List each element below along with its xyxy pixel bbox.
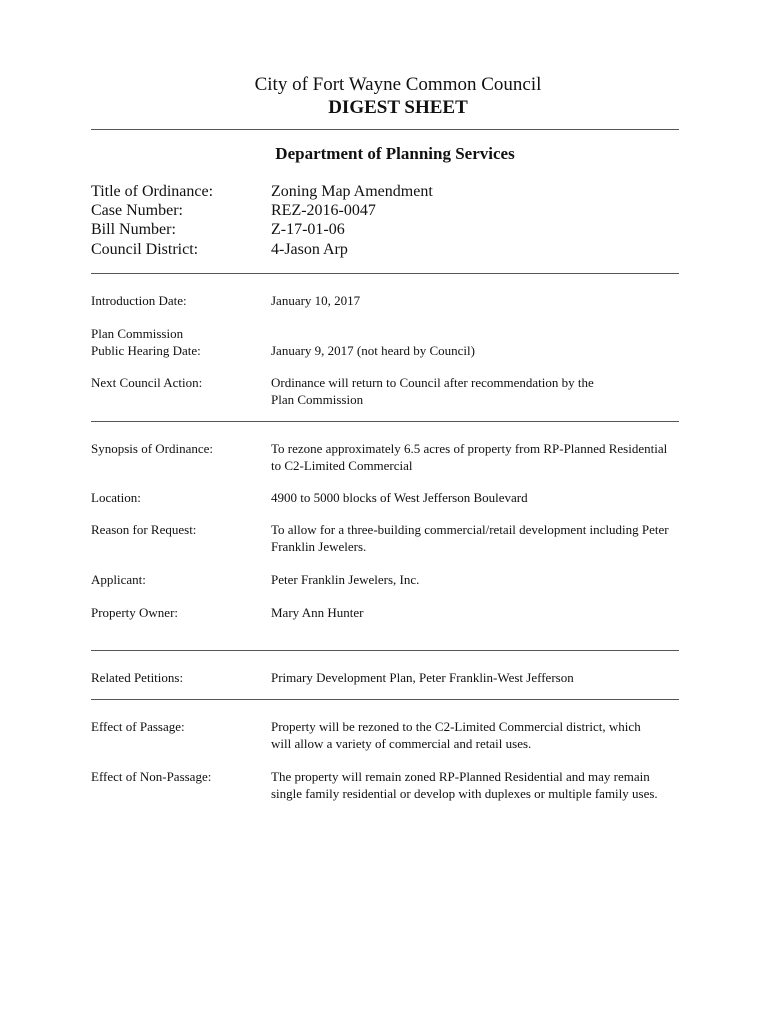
council-district-value: 4-Jason Arp <box>271 241 348 258</box>
council-title: City of Fort Wayne Common Council <box>254 74 542 95</box>
case-number-value: REZ-2016-0047 <box>271 202 376 219</box>
related-petitions-label: Related Petitions: <box>91 670 184 685</box>
title-of-ordinance-label: Title of Ordinance: <box>91 183 214 200</box>
reason-label: Reason for Request: <box>91 522 197 537</box>
related-petitions-value: Primary Development Plan, Peter Franklin-West Jefferson <box>271 670 574 685</box>
introduction-date-label: Introduction Date: <box>91 293 187 308</box>
property-owner-value: Mary Ann Hunter <box>271 605 364 620</box>
effect-of-passage-label: Effect of Passage: <box>91 719 185 734</box>
digest-sheet-heading: DIGEST SHEET <box>328 97 468 118</box>
divider <box>91 699 679 700</box>
synopsis-label: Synopsis of Ordinance: <box>91 441 214 456</box>
location-value: 4900 to 5000 blocks of West Jefferson Boulevard <box>271 490 528 505</box>
next-council-action-line2: Plan Commission <box>271 392 364 407</box>
introduction-date-value: January 10, 2017 <box>271 293 361 308</box>
reason-line2: Franklin Jewelers. <box>271 539 367 554</box>
plan-commission-label: Plan Commission <box>91 326 184 341</box>
bill-number-label: Bill Number: <box>91 221 176 238</box>
synopsis-line1: To rezone approximately 6.5 acres of property from RP-Planned Residential <box>271 441 668 456</box>
effect-of-non-passage-line2: single family residential or develop with duplexes or multiple family uses. <box>271 786 658 801</box>
case-number-label: Case Number: <box>91 202 183 219</box>
bill-number-value: Z-17-01-06 <box>271 221 345 238</box>
location-label: Location: <box>91 490 141 505</box>
divider <box>91 129 679 130</box>
public-hearing-date-value: January 9, 2017 (not heard by Council) <box>271 343 475 358</box>
effect-of-passage-line2: will allow a variety of commercial and retail uses. <box>271 736 532 751</box>
effect-of-passage-line1: Property will be rezoned to the C2-Limited Commercial district, which <box>271 719 641 734</box>
next-council-action-line1: Ordinance will return to Council after recommendation by the <box>271 375 594 390</box>
synopsis-line2: to C2-Limited Commercial <box>271 458 413 473</box>
effect-of-non-passage-label: Effect of Non-Passage: <box>91 769 212 784</box>
divider <box>91 273 679 274</box>
council-district-label: Council District: <box>91 241 199 258</box>
reason-line1: To allow for a three-building commercial/retail development including Peter <box>271 522 669 537</box>
next-council-action-label: Next Council Action: <box>91 375 203 390</box>
property-owner-label: Property Owner: <box>91 605 179 620</box>
applicant-value: Peter Franklin Jewelers, Inc. <box>271 572 420 587</box>
title-of-ordinance-value: Zoning Map Amendment <box>271 183 433 200</box>
public-hearing-date-label: Public Hearing Date: <box>91 343 201 358</box>
applicant-label: Applicant: <box>91 572 146 587</box>
department-heading: Department of Planning Services <box>275 144 515 163</box>
divider <box>91 650 679 651</box>
effect-of-non-passage-line1: The property will remain zoned RP-Planned Residential and may remain <box>271 769 650 784</box>
divider <box>91 421 679 422</box>
